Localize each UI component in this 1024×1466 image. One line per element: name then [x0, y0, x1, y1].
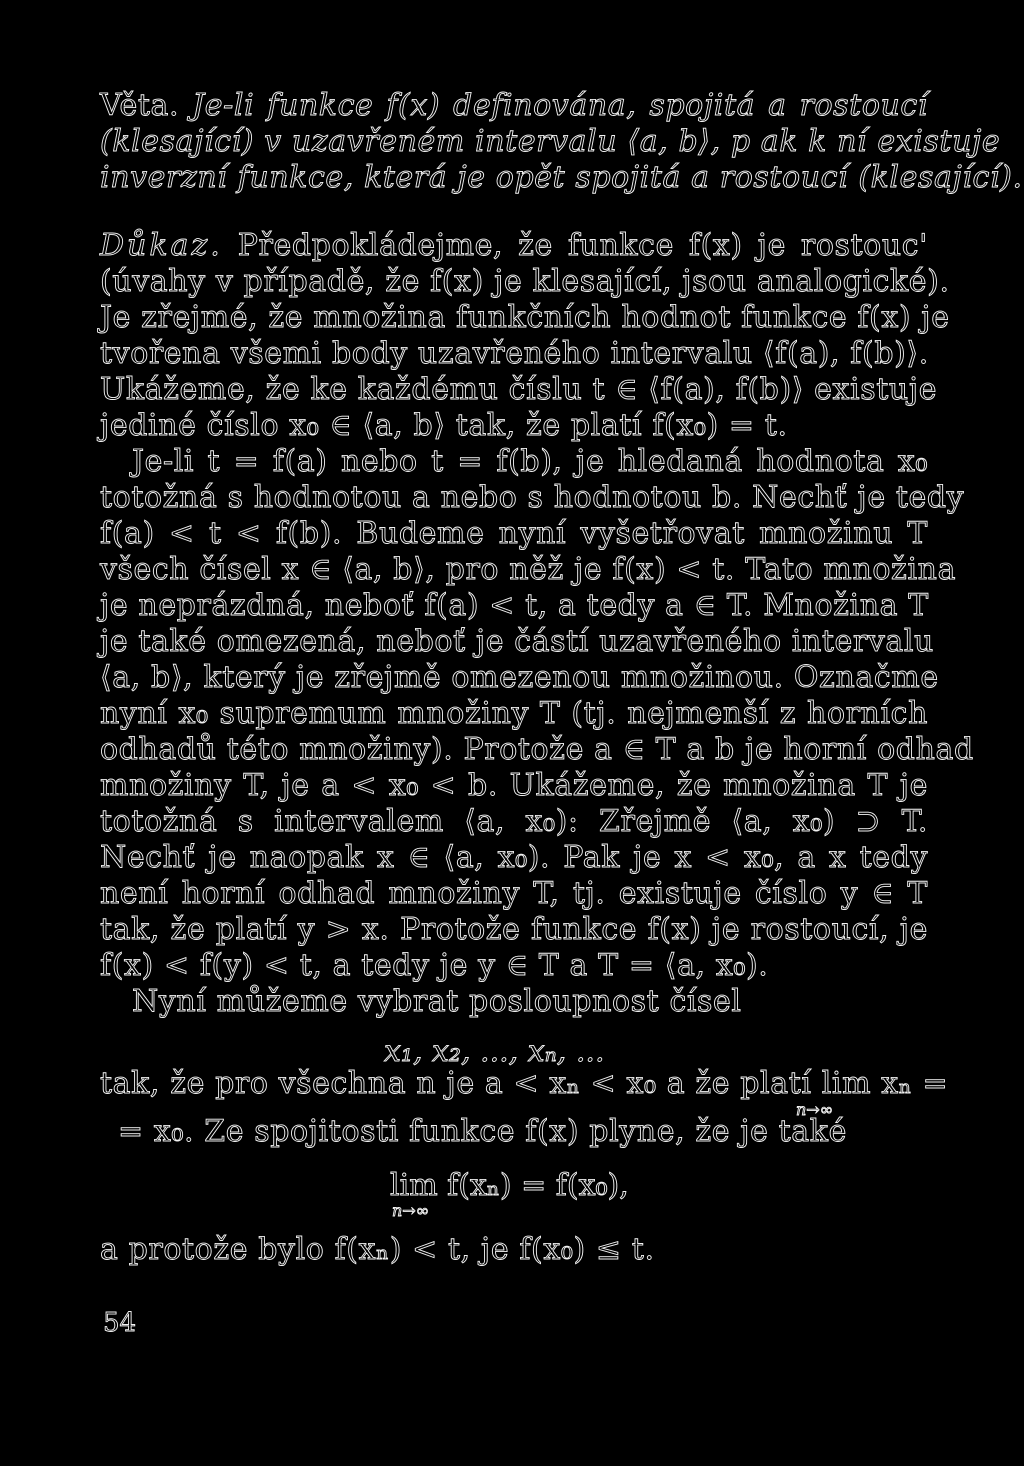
proof-line: Je-li t = f(a) nebo t = f(b), je hledaná hodnota x₀	[132, 444, 928, 479]
proof-line: je také omezená, neboť je částí uzavřeného intervalu	[100, 624, 934, 659]
proof-line: množiny T, je a < x₀ < b. Ukážeme, že množina T je	[100, 768, 928, 803]
proof-line: je neprázdná, neboť f(a) < t, a tedy a ∈ T. Množina T	[100, 588, 929, 623]
proof-line: totožná s intervalem ⟨a, x₀): Zřejmě ⟨a, x₀) ⊃ T.	[100, 804, 928, 839]
sequence-formula: x₁, x₂, ..., xₙ, ...	[384, 1034, 605, 1069]
after-sequence-line-1: tak, že pro všechna n je a < xₙ < x₀ a že platí lim xₙ =	[100, 1066, 949, 1101]
limit-formula: lim f(xₙ) = f(x₀),	[390, 1168, 629, 1203]
proof-line: Ukážeme, že ke každému číslu t ∈ ⟨f(a), f(b)⟩ existuje	[100, 372, 938, 407]
proof-line: jediné číslo x₀ ∈ ⟨a, b⟩ tak, že platí f(x₀) = t.	[100, 408, 788, 443]
proof-line: (úvahy v případě, že f(x) je klesající, jsou analogické).	[100, 264, 950, 299]
proof-line: odhadů této množiny). Protože a ∈ T a b je horní odhad	[100, 732, 974, 767]
proof-line: tvořena všemi body uzavřeného intervalu ⟨f(a), f(b)⟩.	[100, 336, 929, 371]
proof-line: není horní odhad množiny T, tj. existuje číslo y ∈ T	[100, 876, 928, 911]
after-sequence-line-2: = x₀. Ze spojitosti funkce f(x) plyne, že je také	[118, 1114, 847, 1149]
proof-line: Nechť je naopak x ∈ ⟨a, x₀). Pak je x < x₀, a x tedy	[100, 840, 928, 875]
proof-text: Předpokládejme, že funkce f(x) je rostouc'	[237, 228, 928, 263]
proof-line: Je zřejmé, že množina funkčních hodnot funkce f(x) je	[100, 300, 950, 335]
proof-line: f(a) < t < f(b). Budeme nyní vyšetřovat množinu T	[100, 516, 928, 551]
conclusion-line: a protože bylo f(xₙ) < t, je f(x₀) ≤ t.	[100, 1232, 655, 1267]
proof-label: Důkaz.	[100, 228, 223, 263]
limit-formula-subscript: n→∞	[392, 1201, 430, 1220]
proof-line: nyní x₀ supremum množiny T (tj. nejmenší z horních	[100, 696, 928, 731]
proof-line: všech čísel x ∈ ⟨a, b⟩, pro něž je f(x) < t. Tato množina	[100, 552, 957, 587]
proof-line: Nyní můžeme vybrat posloupnost čísel	[132, 984, 742, 1019]
proof-line: tak, že platí y > x. Protože funkce f(x) je rostoucí, je	[100, 912, 928, 947]
theorem-label: Věta.	[100, 88, 180, 123]
page-number: 54	[103, 1308, 137, 1338]
theorem-text: Je-li funkce f(x) definována, spojitá a rostoucí	[192, 88, 928, 123]
proof-line: ⟨a, b⟩, který je zřejmě omezenou množinou. Označme	[100, 660, 939, 695]
theorem-line-2: (klesající) v uzavřeném intervalu ⟨a, b⟩, p ak k ní existuje	[100, 124, 1001, 159]
proof-line: f(x) < f(y) < t, a tedy je y ∈ T a T = ⟨a, x₀).	[100, 948, 769, 983]
theorem-line-3: inverzní funkce, která je opět spojitá a rostoucí (klesající).	[100, 160, 1023, 195]
proof-line: totožná s hodnotou a nebo s hodnotou b. Nechť je tedy	[100, 480, 965, 515]
proof-line-1	[100, 228, 928, 264]
limit-subscript: n→∞	[796, 1100, 834, 1119]
theorem-line-1	[100, 88, 928, 124]
